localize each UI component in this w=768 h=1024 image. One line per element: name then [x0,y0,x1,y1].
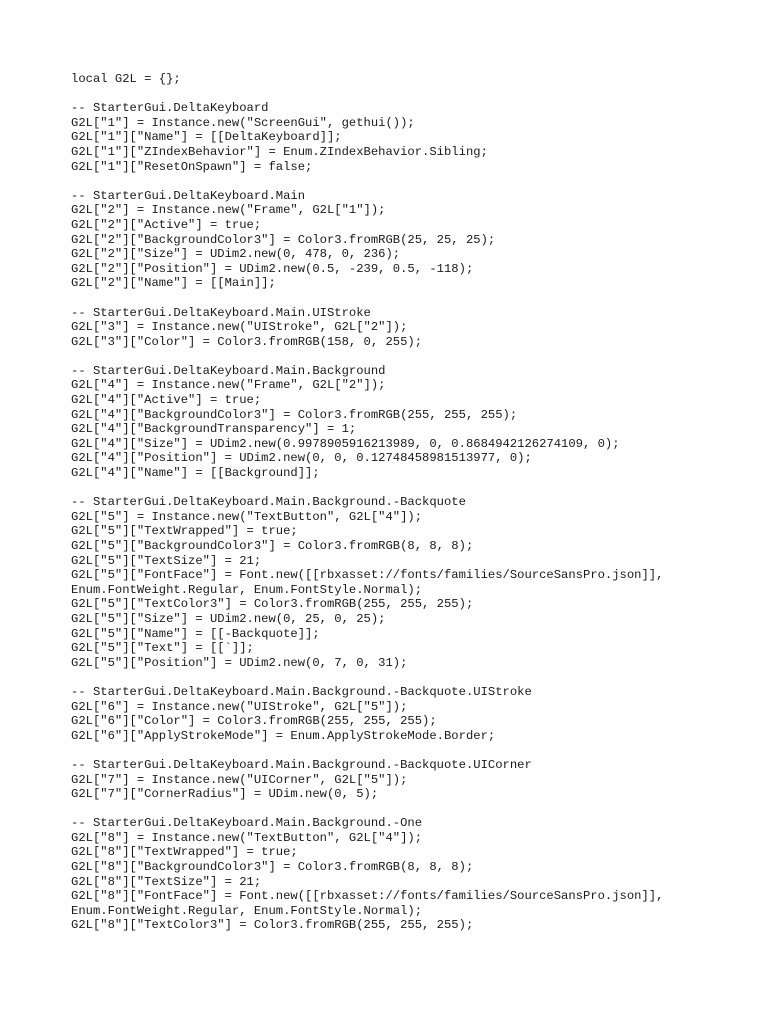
code-line: Enum.FontWeight.Regular, Enum.FontStyle.Normal); [71,903,423,918]
code-line: G2L["2"]["BackgroundColor3"] = Color3.fromRGB(25, 25, 25); [71,232,496,247]
code-line: G2L["1"] = Instance.new("ScreenGui", gethui()); [71,115,415,130]
code-comment-line: -- StarterGui.DeltaKeyboard.Main.Background.-Backquote [71,495,466,510]
code-comment-line: -- StarterGui.DeltaKeyboard.Main.Background [71,363,386,378]
blank-line [71,670,751,685]
code-line: G2L["4"]["Active"] = true; [71,393,262,408]
code-line: Enum.FontWeight.Regular, Enum.FontStyle.Normal); [71,582,423,597]
code-line: G2L["2"]["Position"] = UDim2.new(0.5, -239, 0.5, -118); [71,261,474,276]
code-line: G2L["3"]["Color"] = Color3.fromRGB(158, 0, 255); [71,334,423,349]
code-line: local G2L = {}; [71,72,181,86]
code-line: G2L["5"] = Instance.new("TextButton", G2L["4"]); [71,509,423,524]
blank-line [71,291,751,306]
code-line: G2L["1"]["ResetOnSpawn"] = false; [71,159,313,174]
code-line: G2L["8"]["BackgroundColor3"] = Color3.fromRGB(8, 8, 8); [71,860,474,875]
code-line: G2L["7"] = Instance.new("UICorner", G2L["5"]); [71,772,408,787]
code-line: G2L["8"]["TextColor3"] = Color3.fromRGB(255, 255, 255); [71,918,474,933]
code-line: G2L["5"]["TextSize"] = 21; [71,553,262,568]
code-comment-line: -- StarterGui.DeltaKeyboard [71,101,269,116]
code-line: G2L["1"]["Name"] = [[DeltaKeyboard]]; [71,130,342,145]
code-line: G2L["8"] = Instance.new("TextButton", G2L["4"]); [71,830,423,845]
code-comment-line: -- StarterGui.DeltaKeyboard.Main.Background.-Backquote.UIStroke [71,684,532,699]
code-comment-line: -- StarterGui.DeltaKeyboard.Main.Background.-Backquote.UICorner [71,757,532,772]
blank-line [71,174,751,189]
code-line: G2L["3"] = Instance.new("UIStroke", G2L["2"]); [71,320,408,335]
code-line: G2L["4"]["Name"] = [[Background]]; [71,466,320,481]
code-line: G2L["6"]["Color"] = Color3.fromRGB(255, 255, 255); [71,714,437,729]
code-line: G2L["5"]["BackgroundColor3"] = Color3.fromRGB(8, 8, 8); [71,539,474,553]
code-line: G2L["4"] = Instance.new("Frame", G2L["2"]); [71,378,386,393]
code-listing [71,72,751,933]
code-line: G2L["4"]["BackgroundColor3"] = Color3.fromRGB(255, 255, 255); [71,407,518,422]
code-line: G2L["8"]["FontFace"] = Font.new([[rbxasset://fonts/families/SourceSansPro.json]], [71,889,664,904]
code-line: G2L["4"]["Size"] = UDim2.new(0.9978905916213989, 0, 0.8684942126274109, 0); [71,436,620,451]
code-line: G2L["2"]["Size"] = UDim2.new(0, 478, 0, 236); [71,247,401,262]
blank-line [71,481,751,496]
code-comment-line: -- StarterGui.DeltaKeyboard.Main [71,188,306,203]
code-line: G2L["8"]["TextWrapped"] = true; [71,845,298,860]
blank-line [71,743,751,758]
blank-line [71,87,751,102]
code-line: G2L["5"]["Size"] = UDim2.new(0, 25, 0, 25); [71,611,386,626]
blank-line [71,349,751,364]
code-comment-line: -- StarterGui.DeltaKeyboard.Main.UIStroke [71,305,371,320]
code-line: G2L["5"]["Position"] = UDim2.new(0, 7, 0, 31); [71,655,408,670]
code-line: G2L["5"]["TextColor3"] = Color3.fromRGB(255, 255, 255); [71,597,474,612]
code-line: G2L["5"]["FontFace"] = Font.new([[rbxasset://fonts/families/SourceSansPro.json]], [71,568,664,583]
blank-line [71,802,751,817]
code-comment-line: -- StarterGui.DeltaKeyboard.Main.Background.-One [71,816,423,831]
code-line: G2L["4"]["Position"] = UDim2.new(0, 0, 0.12748458981513977, 0); [71,451,532,466]
code-line: G2L["6"] = Instance.new("UIStroke", G2L["5"]); [71,699,408,714]
code-line: G2L["2"] = Instance.new("Frame", G2L["1"]); [71,203,386,218]
code-line: G2L["4"]["BackgroundTransparency"] = 1; [71,422,357,437]
code-line: G2L["5"]["Name"] = [[-Backquote]]; [71,626,320,641]
code-line: G2L["5"]["TextWrapped"] = true; [71,524,298,539]
code-line: G2L["2"]["Active"] = true; [71,217,262,232]
code-line: G2L["5"]["Text"] = [[`]]; [71,641,254,656]
code-line: G2L["8"]["TextSize"] = 21; [71,874,262,889]
code-line: G2L["1"]["ZIndexBehavior"] = Enum.ZIndexBehavior.Sibling; [71,144,488,159]
code-line: G2L["2"]["Name"] = [[Main]]; [71,276,276,291]
code-line: G2L["7"]["CornerRadius"] = UDim.new(0, 5); [71,787,379,802]
code-line: G2L["6"]["ApplyStrokeMode"] = Enum.ApplyStrokeMode.Border; [71,728,496,743]
